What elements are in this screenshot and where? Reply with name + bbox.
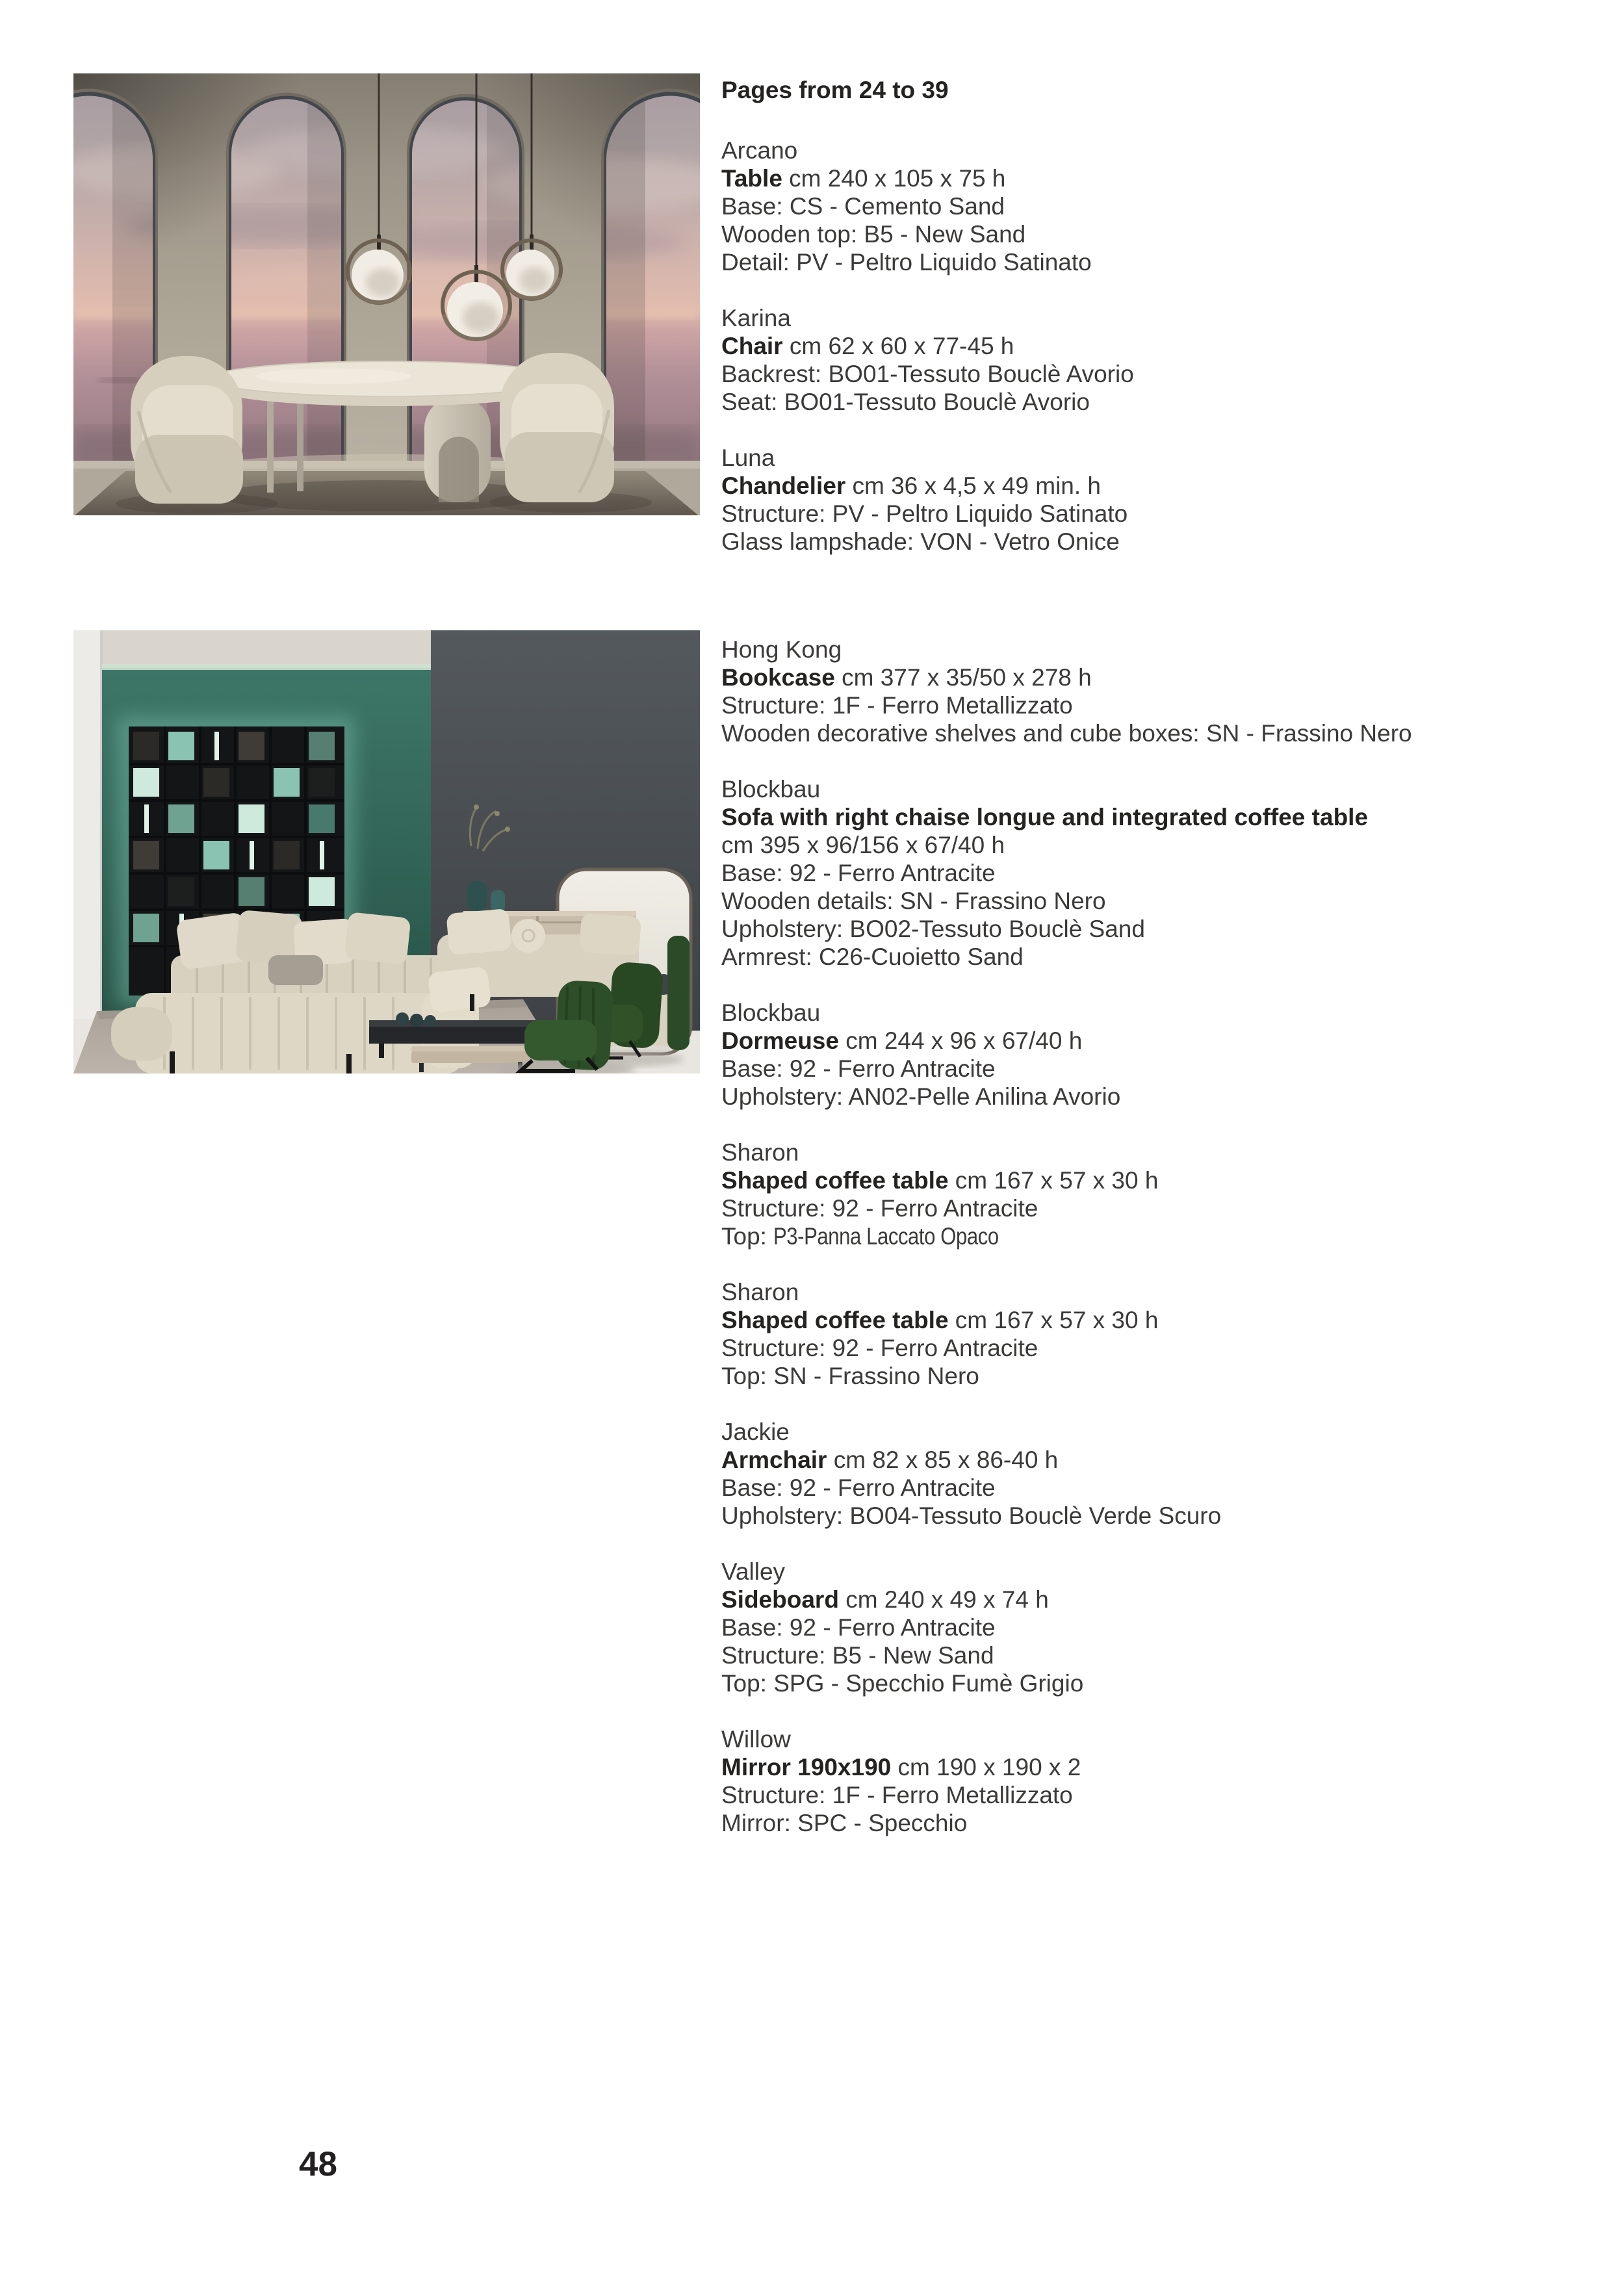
spec-line: Table cm 240 x 105 x 75 h xyxy=(721,165,1006,192)
dining-room-photo xyxy=(73,73,700,515)
spec-line: Chair cm 62 x 60 x 77-45 h xyxy=(721,333,1014,359)
spec-line: Bookcase cm 377 x 35/50 x 278 h xyxy=(721,664,1092,691)
spec-line: cm 395 x 96/156 x 67/40 h xyxy=(721,832,1005,858)
page-range-heading: Pages from 24 to 39 xyxy=(721,77,949,103)
spec-line: Structure: 1F - Ferro Metallizzato xyxy=(721,692,1073,719)
page-number: 48 xyxy=(299,2145,337,2183)
spec-line: Top: SPG - Specchio Fumè Grigio xyxy=(721,1670,1084,1697)
product-name: Hong Kong xyxy=(721,636,842,663)
spec-line: Backrest: BO01-Tessuto Bouclè Avorio xyxy=(721,361,1134,387)
dining-room-scene xyxy=(73,73,700,515)
spec-line: Structure: 92 - Ferro Antracite xyxy=(721,1195,1038,1222)
spec-line: Mirror: SPC - Specchio xyxy=(721,1810,968,1836)
dining-chair-right xyxy=(500,353,614,502)
product-name: Karina xyxy=(721,305,791,331)
product-name: Jackie xyxy=(721,1419,790,1445)
spec-line: Upholstery: AN02-Pelle Anilina Avorio xyxy=(721,1083,1121,1110)
product-name: Sharon xyxy=(721,1279,799,1305)
vase xyxy=(467,881,487,912)
product-valley xyxy=(721,1558,1579,1697)
spec-line: Armchair cm 82 x 85 x 86-40 h xyxy=(721,1446,1059,1473)
product-name: Willow xyxy=(721,1726,791,1753)
spec-line: Armrest: C26-Cuoietto Sand xyxy=(721,944,1024,970)
product-sharon-1 xyxy=(721,1138,1579,1250)
product-jackie xyxy=(721,1418,1579,1530)
spec-line: Glass lampshade: VON - Vetro Onice xyxy=(721,528,1120,555)
spec-line: Structure: 92 - Ferro Antracite xyxy=(721,1335,1038,1361)
spec-line: Sideboard cm 240 x 49 x 74 h xyxy=(721,1586,1049,1613)
spec-line: Upholstery: BO04-Tessuto Bouclè Verde Scuro xyxy=(721,1502,1222,1529)
spec-column-bottom xyxy=(721,630,1579,1837)
product-luna xyxy=(721,444,1579,556)
product-karina xyxy=(721,304,1579,416)
spec-line: Seat: BO01-Tessuto Bouclè Avorio xyxy=(721,389,1090,415)
product-hong-kong xyxy=(721,636,1579,747)
spec-line: Base: 92 - Ferro Antracite xyxy=(721,1055,996,1082)
spec-line: Structure: B5 - New Sand xyxy=(721,1642,994,1669)
spec-line: Detail: PV - Peltro Liquido Satinato xyxy=(721,249,1092,276)
spec-line: Structure: 1F - Ferro Metallizzato xyxy=(721,1782,1073,1808)
product-arcano xyxy=(721,136,1579,276)
product-name: Sharon xyxy=(721,1139,799,1166)
vase xyxy=(491,890,505,912)
spec-line: Base: 92 - Ferro Antracite xyxy=(721,1614,996,1641)
living-room-photo xyxy=(73,630,700,1073)
spec-line: Wooden details: SN - Frassino Nero xyxy=(721,888,1106,914)
spec-line: Base: 92 - Ferro Antracite xyxy=(721,1474,996,1501)
product-willow xyxy=(721,1725,1579,1837)
product-sharon-2 xyxy=(721,1278,1579,1390)
spec-line: Dormeuse cm 244 x 96 x 67/40 h xyxy=(721,1027,1083,1054)
spec-line: Base: CS - Cemento Sand xyxy=(721,193,1005,220)
spec-line: Upholstery: BO02-Tessuto Bouclè Sand xyxy=(721,916,1145,942)
spec-line: Shaped coffee table cm 167 x 57 x 30 h xyxy=(721,1307,1159,1333)
spec-line: Wooden top: B5 - New Sand xyxy=(721,221,1026,248)
spec-line: Wooden decorative shelves and cube boxes: SN - Frassino Nero xyxy=(721,720,1412,747)
product-name: Valley xyxy=(721,1558,786,1585)
spec-line: Mirror 190x190 cm 190 x 190 x 2 xyxy=(721,1754,1081,1780)
living-room-scene xyxy=(73,630,700,1073)
product-name: Blockbau xyxy=(721,776,821,803)
spec-column-top xyxy=(721,73,1579,556)
product-name: Luna xyxy=(721,444,775,471)
dining-chair-left xyxy=(131,356,243,504)
product-name: Arcano xyxy=(721,137,798,164)
product-blockbau-sofa xyxy=(721,775,1579,971)
spec-line: Shaped coffee table cm 167 x 57 x 30 h xyxy=(721,1167,1159,1194)
spec-line: Top: P3-Panna Laccato Opaco xyxy=(721,1223,999,1250)
spec-line: Chandelier cm 36 x 4,5 x 49 min. h xyxy=(721,472,1102,499)
product-name: Blockbau xyxy=(721,999,821,1026)
side-wall xyxy=(73,630,102,1073)
spec-line: Sofa with right chaise longue and integrated coffee table xyxy=(721,804,1369,830)
product-blockbau-dormeuse xyxy=(721,999,1579,1111)
spec-line: Structure: PV - Peltro Liquido Satinato xyxy=(721,500,1128,527)
spec-line: Top: SN - Frassino Nero xyxy=(721,1363,979,1389)
spec-line: Base: 92 - Ferro Antracite xyxy=(721,860,996,886)
